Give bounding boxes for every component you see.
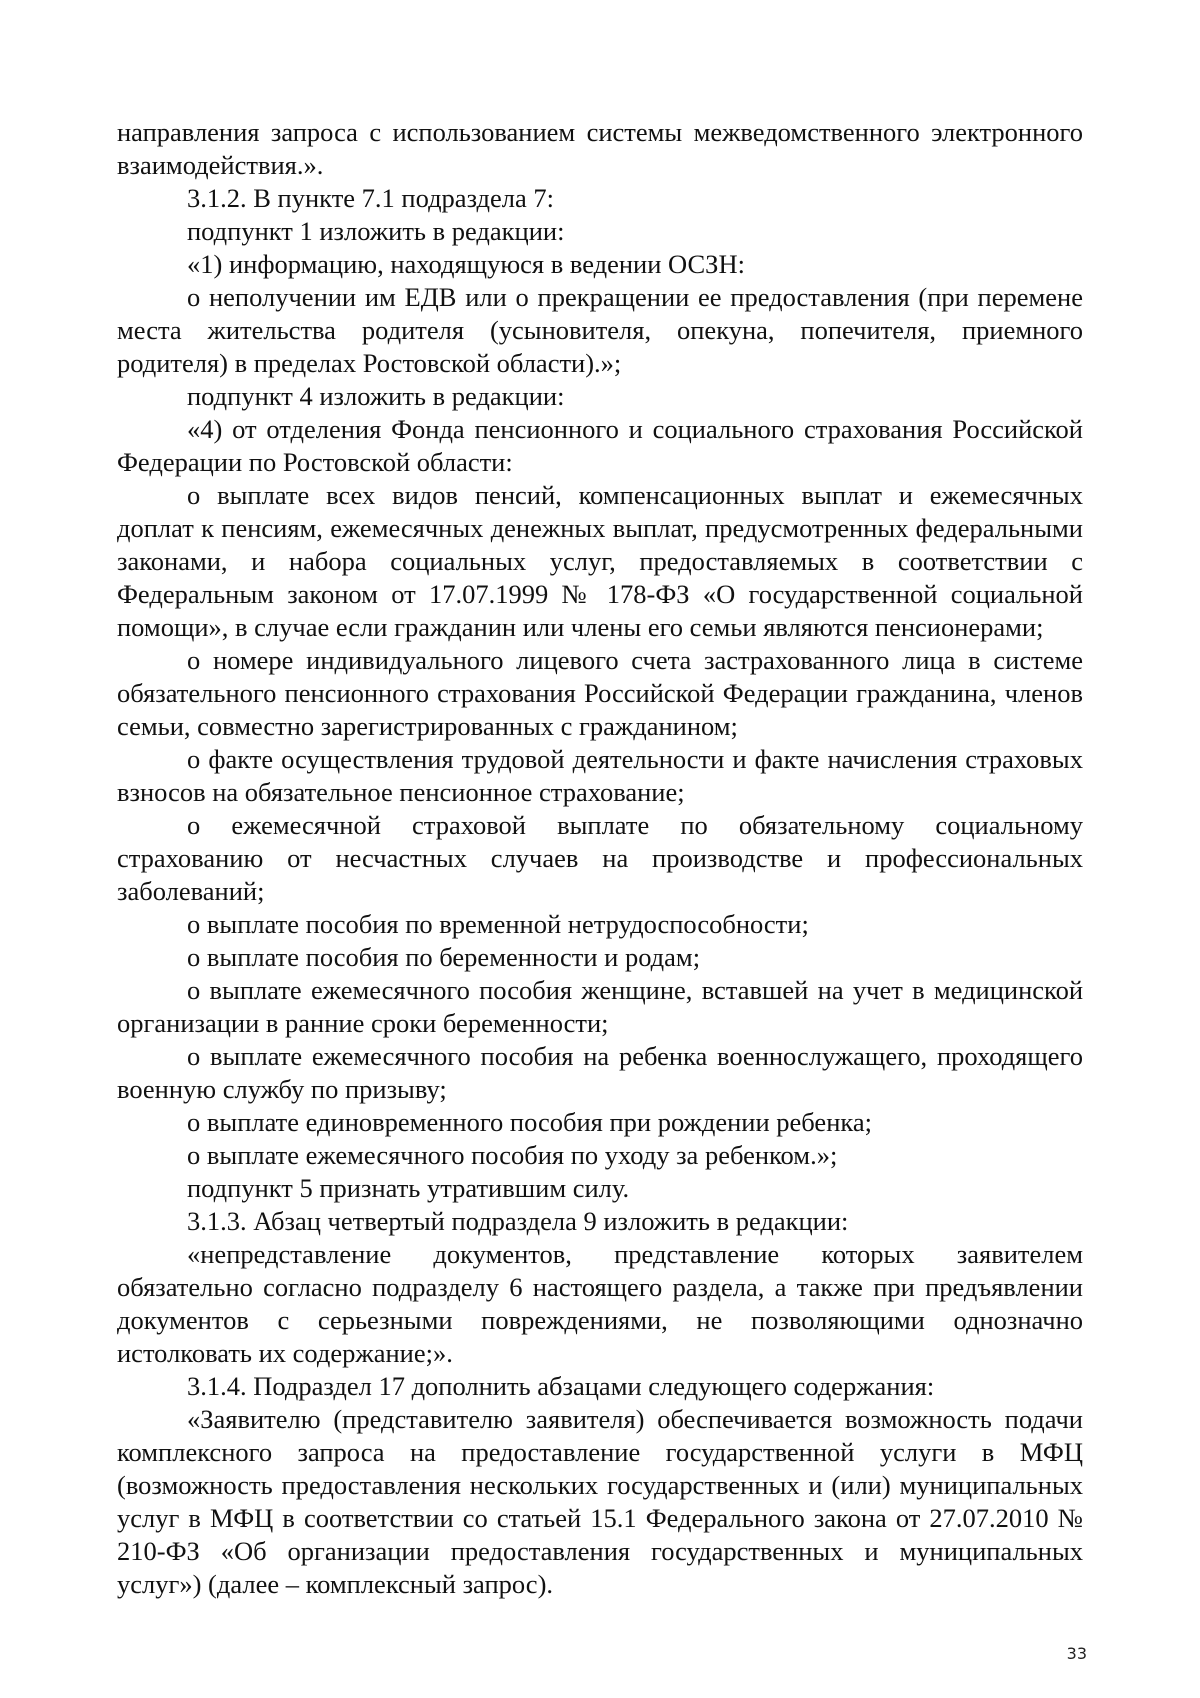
paragraph: о выплате пособия по временной нетрудоспособности; (187, 909, 809, 939)
paragraph: «4) от отделения Фонда пенсионного и социального страхования Российской Федерации по Ростовской области: (117, 414, 1083, 477)
paragraph: о выплате пособия по беременности и родам; (187, 942, 701, 972)
page-number: 33 (1066, 1644, 1087, 1663)
paragraph: о выплате ежемесячного пособия на ребенка военнослужащего, проходящего военную службу по призыву; (117, 1041, 1083, 1104)
paragraph: о неполучении им ЕДВ или о прекращении ее предоставления (при перемене места жительства родителя (усыновителя, опекуна, попечителя, приемного родителя) в пределах Ростовской области).»; (117, 282, 1083, 378)
paragraph: о номере индивидуального лицевого счета застрахованного лица в системе обязательного пенсионного страхования Российской Федерации гражданина, членов семьи, совместно зарегистрированных с гражданином; (117, 645, 1083, 741)
paragraph: направления запроса с использованием системы межведомственного электронного взаимодействия.». (117, 117, 1083, 180)
paragraph: о ежемесячной страховой выплате по обязательному социальному страхованию от несчастных случаев на производстве и профессиональных заболеваний; (117, 810, 1083, 906)
paragraph: 3.1.3. Абзац четвертый подраздела 9 изложить в редакции: (187, 1206, 849, 1236)
paragraph: «1) информацию, находящуюся в ведении ОСЗН: (187, 249, 745, 279)
paragraph: о выплате ежемесячного пособия женщине, вставшей на учет в медицинской организации в ранние сроки беременности; (117, 975, 1083, 1038)
paragraph: 3.1.2. В пункте 7.1 подраздела 7: (187, 183, 555, 213)
paragraph: о выплате всех видов пенсий, компенсационных выплат и ежемесячных доплат к пенсиям, ежемесячных денежных выплат, предусмотренных федеральными законами, и набора социальных услуг, предоставляемых в соответствии с Федеральным законом от 17.07.1999 № 178-ФЗ «О государственной социальной помощи», в случае если гражданин или члены его семьи являются пенсионерами; (117, 480, 1083, 642)
paragraph: 3.1.4. Подраздел 17 дополнить абзацами следующего содержания: (187, 1371, 935, 1401)
paragraph: «Заявителю (представителю заявителя) обеспечивается возможность подачи комплексного запроса на предоставление государственной услуги в МФЦ (возможность предоставления нескольких государственных и (или) муниципальных услуг в МФЦ в соответствии со статьей 15.1 Федерального закона от 27.07.2010 № 210-ФЗ «Об организации предоставления государственных и муниципальных услуг») (далее – комплексный запрос). (117, 1404, 1083, 1599)
paragraph: о выплате единовременного пособия при рождении ребенка; (187, 1107, 872, 1137)
paragraph: подпункт 4 изложить в редакции: (187, 381, 565, 411)
paragraph: подпункт 1 изложить в редакции: (187, 216, 565, 246)
document-body (117, 116, 1083, 1601)
paragraph: о факте осуществления трудовой деятельности и факте начисления страховых взносов на обязательное пенсионное страхование; (117, 744, 1083, 807)
paragraph: «непредставление документов, представление которых заявителем обязательно согласно подразделу 6 настоящего раздела, а также при предъявлении документов с серьезными повреждениями, не позволяющими однозначно истолковать их содержание;». (117, 1239, 1083, 1368)
paragraph: о выплате ежемесячного пособия по уходу за ребенком.»; (187, 1140, 838, 1170)
paragraph: подпункт 5 признать утратившим силу. (187, 1173, 630, 1203)
